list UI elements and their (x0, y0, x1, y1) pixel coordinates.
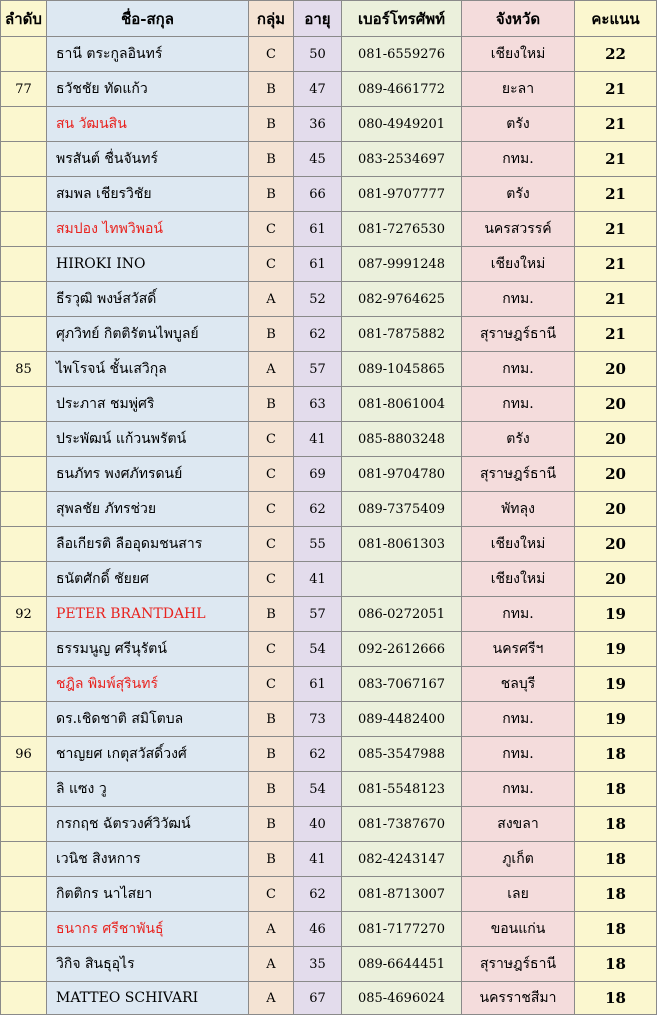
cell-group: B (249, 72, 294, 107)
table-row (1, 912, 657, 947)
cell-rank: 85 (1, 352, 47, 387)
cell-phone: 085-8803248 (342, 422, 462, 457)
table-row (1, 597, 657, 632)
cell-province: ตรัง (462, 107, 575, 142)
cell-province: นครราชสีมา (462, 982, 575, 1015)
cell-age: 63 (294, 387, 342, 422)
cell-province: กทม. (462, 352, 575, 387)
cell-phone: 081-9704780 (342, 457, 462, 492)
cell-phone (342, 562, 462, 597)
cell-province: นครศรีฯ (462, 632, 575, 667)
cell-group: B (249, 597, 294, 632)
table-row (1, 947, 657, 982)
cell-age: 62 (294, 317, 342, 352)
cell-group: C (249, 457, 294, 492)
cell-rank (1, 562, 47, 597)
cell-name: ธีรวุฒิ พงษ์สวัสดิ์ (47, 282, 249, 317)
cell-name: ชาญยศ เกตุสวัสดิ์วงศ์ (47, 737, 249, 772)
cell-score: 20 (575, 457, 657, 492)
cell-province: สุราษฎร์ธานี (462, 457, 575, 492)
cell-rank (1, 37, 47, 72)
cell-province: เชียงใหม่ (462, 527, 575, 562)
header-phone: เบอร์โทรศัพท์ (342, 1, 462, 37)
cell-phone: 082-4243147 (342, 842, 462, 877)
cell-score: 21 (575, 247, 657, 282)
cell-score: 18 (575, 982, 657, 1015)
cell-age: 52 (294, 282, 342, 317)
table-row (1, 492, 657, 527)
cell-group: B (249, 772, 294, 807)
cell-province: กทม. (462, 387, 575, 422)
cell-province: ตรัง (462, 177, 575, 212)
cell-group: C (249, 877, 294, 912)
cell-phone: 081-8061004 (342, 387, 462, 422)
cell-province: ยะลา (462, 72, 575, 107)
cell-rank (1, 317, 47, 352)
table-row (1, 247, 657, 282)
cell-phone: 085-4696024 (342, 982, 462, 1015)
cell-rank (1, 702, 47, 737)
table-row (1, 632, 657, 667)
cell-score: 18 (575, 807, 657, 842)
cell-group: B (249, 142, 294, 177)
cell-age: 73 (294, 702, 342, 737)
cell-rank (1, 457, 47, 492)
cell-name: กรกฤช ฉัตรวงศ์วิวัฒน์ (47, 807, 249, 842)
cell-age: 41 (294, 562, 342, 597)
cell-age: 61 (294, 247, 342, 282)
cell-rank (1, 632, 47, 667)
cell-phone: 081-7387670 (342, 807, 462, 842)
cell-phone: 081-6559276 (342, 37, 462, 72)
cell-phone: 081-9707777 (342, 177, 462, 212)
cell-phone: 089-1045865 (342, 352, 462, 387)
cell-name: วิกิจ สินธุอุไร (47, 947, 249, 982)
table-row (1, 807, 657, 842)
table-row (1, 422, 657, 457)
cell-rank: 77 (1, 72, 47, 107)
table-row (1, 282, 657, 317)
cell-group: A (249, 352, 294, 387)
header-province: จังหวัด (462, 1, 575, 37)
cell-province: สุราษฎร์ธานี (462, 317, 575, 352)
cell-phone: 089-4661772 (342, 72, 462, 107)
cell-province: ขอนแก่น (462, 912, 575, 947)
cell-group: C (249, 212, 294, 247)
cell-phone: 081-8061303 (342, 527, 462, 562)
cell-province: สุราษฎร์ธานี (462, 947, 575, 982)
cell-score: 21 (575, 72, 657, 107)
cell-group: B (249, 317, 294, 352)
table-row (1, 737, 657, 772)
cell-score: 19 (575, 632, 657, 667)
cell-score: 18 (575, 772, 657, 807)
cell-group: B (249, 702, 294, 737)
cell-province: กทม. (462, 702, 575, 737)
cell-phone: 080-4949201 (342, 107, 462, 142)
cell-rank (1, 492, 47, 527)
cell-name: ธนากร ศรีชาพันธุ์ (47, 912, 249, 947)
cell-name: พรสันต์ ชื่นจันทร์ (47, 142, 249, 177)
cell-province: กทม. (462, 772, 575, 807)
cell-name: ธนัตศักดิ์ ชัยยศ (47, 562, 249, 597)
cell-phone: 089-7375409 (342, 492, 462, 527)
table-row (1, 317, 657, 352)
cell-score: 18 (575, 912, 657, 947)
table-row (1, 877, 657, 912)
table-body (1, 37, 657, 1015)
cell-name: ศุภวิทย์ กิตติรัตนไพบูลย์ (47, 317, 249, 352)
table-row (1, 37, 657, 72)
cell-age: 55 (294, 527, 342, 562)
cell-score: 20 (575, 527, 657, 562)
cell-group: A (249, 282, 294, 317)
cell-name: ธรรมนูญ ศรีนุรัตน์ (47, 632, 249, 667)
cell-group: C (249, 37, 294, 72)
cell-score: 19 (575, 667, 657, 702)
cell-age: 57 (294, 597, 342, 632)
cell-rank (1, 667, 47, 702)
cell-name: ประพัฒน์ แก้วนพรัตน์ (47, 422, 249, 457)
cell-phone: 087-9991248 (342, 247, 462, 282)
cell-age: 61 (294, 212, 342, 247)
cell-score: 20 (575, 422, 657, 457)
cell-age: 35 (294, 947, 342, 982)
cell-phone: 083-2534697 (342, 142, 462, 177)
cell-rank (1, 282, 47, 317)
cell-age: 46 (294, 912, 342, 947)
cell-name: สน วัฒนสิน (47, 107, 249, 142)
cell-group: C (249, 667, 294, 702)
cell-age: 47 (294, 72, 342, 107)
table-row (1, 772, 657, 807)
cell-name: ลิ แซง วู (47, 772, 249, 807)
cell-name: ธานี ตระกูลอินทร์ (47, 37, 249, 72)
cell-age: 54 (294, 632, 342, 667)
cell-name: สมปอง ไทพวิพอน์ (47, 212, 249, 247)
cell-rank (1, 877, 47, 912)
cell-group: A (249, 947, 294, 982)
cell-group: B (249, 737, 294, 772)
cell-age: 62 (294, 737, 342, 772)
cell-rank (1, 422, 47, 457)
cell-score: 22 (575, 37, 657, 72)
cell-score: 18 (575, 947, 657, 982)
table-row (1, 72, 657, 107)
cell-name: ไพโรจน์ ชั้นเสวิกุล (47, 352, 249, 387)
cell-province: พัทลุง (462, 492, 575, 527)
cell-age: 61 (294, 667, 342, 702)
cell-age: 69 (294, 457, 342, 492)
cell-score: 21 (575, 212, 657, 247)
cell-province: กทม. (462, 282, 575, 317)
cell-rank: 96 (1, 737, 47, 772)
cell-group: C (249, 492, 294, 527)
header-row (1, 1, 657, 37)
cell-rank (1, 947, 47, 982)
cell-age: 41 (294, 422, 342, 457)
cell-score: 21 (575, 107, 657, 142)
cell-score: 21 (575, 317, 657, 352)
cell-name: PETER BRANTDAHL (47, 597, 249, 632)
cell-age: 45 (294, 142, 342, 177)
cell-rank (1, 212, 47, 247)
cell-group: B (249, 177, 294, 212)
cell-group: C (249, 632, 294, 667)
cell-score: 20 (575, 387, 657, 422)
cell-group: B (249, 107, 294, 142)
cell-name: สุพลชัย ภัทรช่วย (47, 492, 249, 527)
cell-rank (1, 177, 47, 212)
cell-province: กทม. (462, 597, 575, 632)
header-score: คะแนน (575, 1, 657, 37)
cell-phone: 092-2612666 (342, 632, 462, 667)
cell-name: ดร.เชิดชาติ สมิโตบล (47, 702, 249, 737)
cell-score: 21 (575, 177, 657, 212)
table-row (1, 527, 657, 562)
header-group: กลุ่ม (249, 1, 294, 37)
cell-name: ธนภัทร พงศภัทรดนย์ (47, 457, 249, 492)
table-row (1, 142, 657, 177)
cell-name: ลือเกียรติ ลืออุดมชนสาร (47, 527, 249, 562)
cell-province: เชียงใหม่ (462, 37, 575, 72)
cell-phone: 081-5548123 (342, 772, 462, 807)
cell-group: C (249, 562, 294, 597)
cell-province: กทม. (462, 737, 575, 772)
table-row (1, 562, 657, 597)
cell-province: เชียงใหม่ (462, 562, 575, 597)
cell-rank: 92 (1, 597, 47, 632)
cell-province: ภูเก็ต (462, 842, 575, 877)
cell-score: 18 (575, 842, 657, 877)
cell-age: 66 (294, 177, 342, 212)
table-row (1, 842, 657, 877)
cell-phone: 081-7177270 (342, 912, 462, 947)
cell-phone: 083-7067167 (342, 667, 462, 702)
cell-rank (1, 982, 47, 1015)
cell-age: 54 (294, 772, 342, 807)
cell-age: 67 (294, 982, 342, 1015)
cell-rank (1, 107, 47, 142)
cell-age: 62 (294, 492, 342, 527)
cell-rank (1, 387, 47, 422)
table-row (1, 177, 657, 212)
cell-province: เลย (462, 877, 575, 912)
cell-score: 18 (575, 877, 657, 912)
cell-score: 19 (575, 702, 657, 737)
cell-name: กิตติกร นาไสยา (47, 877, 249, 912)
cell-name: เวนิช สิงหการ (47, 842, 249, 877)
cell-age: 41 (294, 842, 342, 877)
cell-phone: 081-7875882 (342, 317, 462, 352)
cell-rank (1, 527, 47, 562)
cell-age: 62 (294, 877, 342, 912)
cell-group: A (249, 912, 294, 947)
cell-age: 50 (294, 37, 342, 72)
cell-score: 18 (575, 737, 657, 772)
table-row (1, 667, 657, 702)
cell-phone: 081-7276530 (342, 212, 462, 247)
cell-rank (1, 807, 47, 842)
cell-group: A (249, 982, 294, 1015)
cell-name: ชฎิล พิมพ์สุรินทร์ (47, 667, 249, 702)
cell-name: MATTEO SCHIVARI (47, 982, 249, 1015)
header-rank: ลำดับ (1, 1, 47, 37)
cell-score: 20 (575, 352, 657, 387)
cell-rank (1, 842, 47, 877)
cell-score: 19 (575, 597, 657, 632)
cell-group: C (249, 422, 294, 457)
cell-age: 57 (294, 352, 342, 387)
cell-score: 20 (575, 562, 657, 597)
cell-group: C (249, 247, 294, 282)
cell-province: กทม. (462, 142, 575, 177)
table-row (1, 107, 657, 142)
cell-rank (1, 247, 47, 282)
cell-province: เชียงใหม่ (462, 247, 575, 282)
cell-phone: 089-6644451 (342, 947, 462, 982)
table-row (1, 457, 657, 492)
cell-phone: 085-3547988 (342, 737, 462, 772)
cell-rank (1, 912, 47, 947)
cell-phone: 081-8713007 (342, 877, 462, 912)
cell-rank (1, 772, 47, 807)
cell-phone: 089-4482400 (342, 702, 462, 737)
cell-province: สงขลา (462, 807, 575, 842)
cell-age: 36 (294, 107, 342, 142)
cell-province: ตรัง (462, 422, 575, 457)
header-name: ชื่อ-สกุล (47, 1, 249, 37)
cell-group: C (249, 527, 294, 562)
cell-phone: 082-9764625 (342, 282, 462, 317)
cell-province: ชลบุรี (462, 667, 575, 702)
table-row (1, 982, 657, 1015)
cell-group: B (249, 807, 294, 842)
table-row (1, 212, 657, 247)
cell-score: 21 (575, 142, 657, 177)
cell-province: นครสวรรค์ (462, 212, 575, 247)
cell-group: B (249, 387, 294, 422)
cell-score: 20 (575, 492, 657, 527)
cell-group: B (249, 842, 294, 877)
cell-phone: 086-0272051 (342, 597, 462, 632)
table-row (1, 702, 657, 737)
table-row (1, 352, 657, 387)
cell-name: สมพล เชียรวิชัย (47, 177, 249, 212)
cell-score: 21 (575, 282, 657, 317)
cell-name: ธวัชชัย ทัดแก้ว (47, 72, 249, 107)
cell-age: 40 (294, 807, 342, 842)
cell-rank (1, 142, 47, 177)
cell-name: HIROKI INO (47, 247, 249, 282)
table-row (1, 387, 657, 422)
header-age: อายุ (294, 1, 342, 37)
cell-name: ประภาส ชมพู่ศริ (47, 387, 249, 422)
